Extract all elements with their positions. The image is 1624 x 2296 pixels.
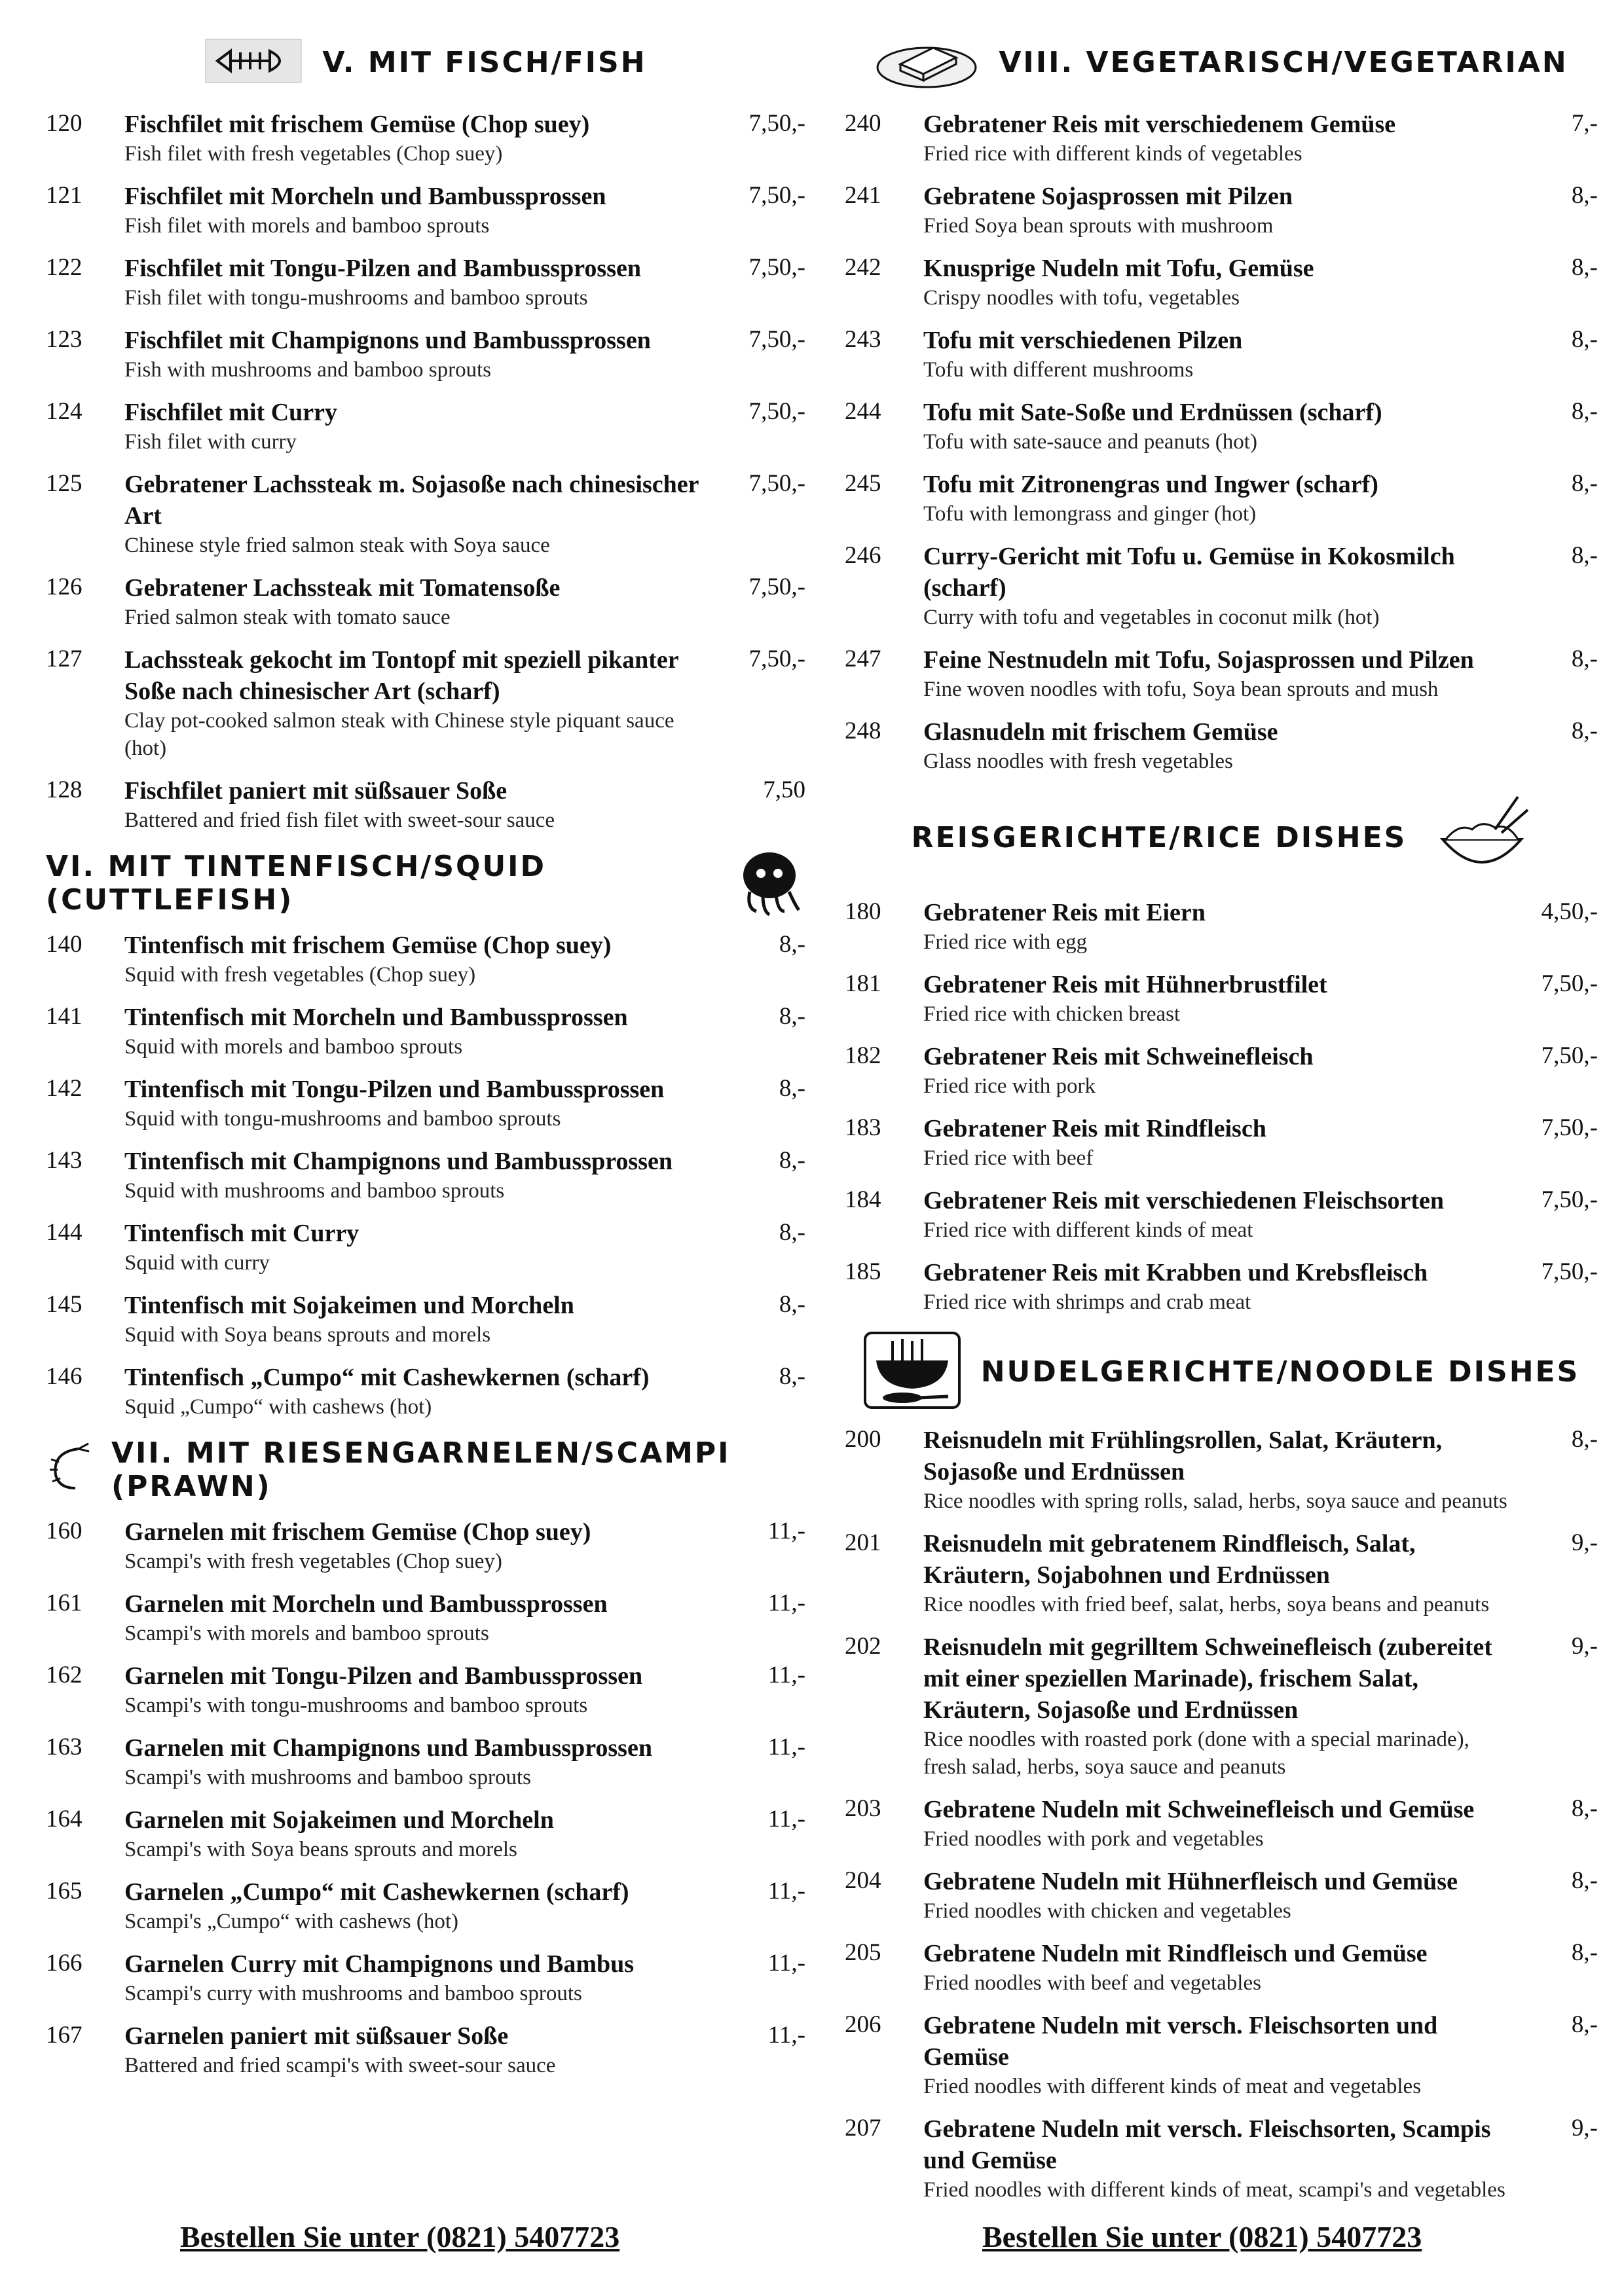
item-name-en: Scampi's „Cumpo“ with cashews (hot) [124,1910,459,1933]
menu-item [845,1257,1598,1316]
item-number: 204 [845,1867,881,1894]
item-name-de: Tintenfisch mit Sojakeimen und Morcheln [124,1292,574,1319]
item-name-en: Scampi's curry with mushrooms and bamboo sprouts [124,1982,582,2005]
menu-item [46,181,805,240]
item-name-de: Gebratene Nudeln mit versch. Fleischsorten und Gemüse [923,2012,1438,2071]
item-name-de: Gebratener Reis mit Schweinefleisch [923,1043,1314,1070]
item-price: 11,- [767,1734,805,1760]
item-price: 11,- [767,1878,805,1904]
section-noodles [845,1329,1598,2204]
menu-item [46,253,805,312]
item-price: 8,- [779,931,805,958]
menu-item [46,1948,805,2007]
fish-icon [204,38,303,87]
item-name-en: Fish filet with fresh vegetables (Chop suey) [124,142,503,166]
item-price: 7,50,- [1541,1258,1598,1285]
item-price: 7,50,- [748,326,805,353]
item-price: 8,- [1571,254,1598,281]
item-name-en: Fish filet with morels and bamboo sprouts [124,214,490,238]
menu-item [46,1362,805,1421]
item-price: 8,- [1571,1939,1598,1966]
item-price: 7,50,- [748,398,805,425]
item-number: 245 [845,470,881,497]
item-price: 7,50,- [1541,1042,1598,1069]
right-column [845,26,1598,2217]
item-name-de: Gebratener Reis mit Hühnerbrustfilet [923,971,1327,998]
item-name-en: Fried rice with pork [923,1074,1096,1098]
item-name-en: Fried noodles with pork and vegetables [923,1827,1264,1851]
menu-item [845,897,1598,956]
item-number: 240 [845,110,881,137]
item-number: 122 [46,254,83,281]
item-number: 125 [46,470,83,497]
item-number: 145 [46,1291,83,1318]
item-name-de: Garnelen mit Morcheln und Bambussprossen [124,1590,608,1618]
item-name-en: Fish filet with curry [124,430,297,454]
item-number: 142 [46,1075,83,1102]
item-price: 8,- [1571,326,1598,353]
item-name-de: Fischfilet mit Curry [124,399,338,426]
menu-item [845,1528,1598,1618]
item-name-de: Glasnudeln mit frischem Gemüse [923,718,1278,746]
item-number: 184 [845,1186,881,1213]
item-name-de: Gebratene Nudeln mit Hühnerfleisch und Gemüse [923,1868,1458,1895]
item-number: 182 [845,1042,881,1069]
item-name-en: Fish with mushrooms and bamboo sprouts [124,358,492,382]
item-name-en: Tofu with lemongrass and ginger (hot) [923,502,1257,526]
menu-item [845,1866,1598,1925]
menu-item [845,2113,1598,2204]
item-name-en: Rice noodles with roasted pork (done with a special marinade), fresh salad, herbs, soya sauce and peanuts [923,1728,1469,1779]
menu-item [46,109,805,168]
menu-item [845,1041,1598,1100]
item-name-de: Fischfilet mit Tongu-Pilzen and Bambussprossen [124,255,642,282]
item-price: 7,- [1571,110,1598,137]
item-price: 11,- [767,1662,805,1688]
menu-list [46,930,805,1421]
item-name-en: Squid with morels and bamboo sprouts [124,1035,463,1059]
item-name-de: Gebratener Reis mit Eiern [923,899,1206,926]
menu-item [46,1290,805,1349]
menu-item [845,1425,1598,1515]
item-name-en: Squid with fresh vegetables (Chop suey) [124,963,476,987]
item-name-en: Fried Soya bean sprouts with mushroom [923,214,1274,238]
item-price: 7,50,- [748,254,805,281]
order-phone-left: Bestellen Sie unter (0821) 5407723 [180,2220,620,2253]
item-name-en: Battered and fried fish filet with sweet-sour sauce [124,809,555,832]
item-price: 8,- [1571,398,1598,425]
item-name-en: Fried rice with shrimps and crab meat [923,1290,1251,1314]
item-name-en: Scampi's with mushrooms and bamboo sprouts [124,1766,532,1789]
item-price: 8,- [779,1363,805,1390]
left-column [46,26,805,2092]
item-name-de: Fischfilet mit Morcheln und Bambussprossen [124,183,606,210]
section-header [845,1329,1598,1414]
rice-bowl-icon [1433,793,1531,882]
item-number: 164 [46,1806,83,1832]
menu-item [845,716,1598,775]
section-title: NUDELGERICHTE/NOODLE DISHES [980,1355,1580,1389]
item-price: 7,50,- [1541,1186,1598,1213]
section-title: VIII. VEGETARISCH/VEGETARIAN [999,45,1568,79]
item-price: 8,- [1571,542,1598,569]
menu-item [46,1588,805,1647]
section-squid [46,847,805,1421]
item-name-de: Lachssteak gekocht im Tontopf mit speziell pikanter Soße nach chinesischer Art (scharf) [124,646,678,705]
section-header [845,26,1598,98]
item-name-en: Squid with tongu-mushrooms and bamboo sprouts [124,1107,561,1131]
item-name-en: Fried salmon steak with tomato sauce [124,606,451,629]
item-name-en: Scampi's with Soya beans sprouts and morels [124,1838,517,1861]
item-number: 203 [845,1795,881,1822]
menu-item [845,541,1598,631]
item-number: 205 [845,1939,881,1966]
item-price: 8,- [779,1147,805,1174]
item-name-de: Garnelen Curry mit Champignons und Bambus [124,1950,635,1978]
menu-item [46,1074,805,1133]
item-number: 183 [845,1114,881,1141]
item-price: 11,- [767,1518,805,1544]
item-name-de: Reisnudeln mit gebratenem Rindfleisch, Salat, Kräutern, Sojabohnen und Erdnüssen [923,1530,1416,1589]
item-name-de: Gebratener Reis mit Rindfleisch [923,1115,1266,1142]
menu-item [46,1660,805,1719]
menu-item [46,1516,805,1575]
item-name-de: Tintenfisch mit Curry [124,1220,360,1247]
item-price: 7,50,- [1541,970,1598,997]
item-number: 120 [46,110,83,137]
item-number: 127 [46,646,83,672]
item-number: 202 [845,1633,881,1660]
menu-item [46,469,805,559]
section-title: REISGERICHTE/RICE DISHES [911,820,1407,854]
item-name-de: Gebratener Reis mit Krabben und Krebsfleisch [923,1259,1428,1286]
item-name-en: Fried noodles with different kinds of meat, scampi's and vegetables [923,2178,1505,2202]
item-name-de: Knusprige Nudeln mit Tofu, Gemüse [923,255,1314,282]
item-price: 11,- [767,1950,805,1977]
item-price: 9,- [1571,2115,1598,2141]
squid-icon [733,846,805,921]
item-number: 248 [845,718,881,744]
menu-item [845,1113,1598,1172]
menu-list [845,897,1598,1316]
item-name-en: Squid with mushrooms and bamboo sprouts [124,1179,505,1203]
item-price: 7,50,- [748,646,805,672]
menu-item [46,572,805,631]
menu-item [845,469,1598,528]
item-name-de: Gebratener Lachssteak m. Sojasoße nach chinesischer Art [124,471,699,530]
item-price: 7,50,- [748,470,805,497]
item-name-en: Curry with tofu and vegetables in coconut milk (hot) [923,606,1380,629]
section-title: VII. MIT RIESENGARNELEN/SCAMPI (PRAWN) [111,1436,731,1503]
order-phone-right: Bestellen Sie unter (0821) 5407723 [982,2220,1422,2253]
item-name-de: Fischfilet mit frischem Gemüse (Chop suey) [124,111,590,138]
item-name-en: Fried rice with different kinds of meat [923,1218,1253,1242]
item-name-en: Fine woven noodles with tofu, Soya bean sprouts and mush [923,678,1439,701]
menu-item [845,1794,1598,1853]
menu-item [845,325,1598,384]
menu-item [46,644,805,762]
tofu-icon [874,31,979,94]
item-price: 8,- [1571,182,1598,209]
item-name-de: Garnelen mit Tongu-Pilzen and Bambussprossen [124,1662,643,1690]
item-name-de: Curry-Gericht mit Tofu u. Gemüse in Kokosmilch (scharf) [923,543,1455,602]
section-header [46,847,805,919]
item-price: 9,- [1571,1633,1598,1660]
item-price: 8,- [779,1219,805,1246]
item-name-de: Gebratener Reis mit verschiedenen Fleischsorten [923,1187,1445,1214]
item-name-en: Fried noodles with chicken and vegetables [923,1899,1291,1923]
menu-item [46,2020,805,2079]
item-price: 8,- [779,1075,805,1102]
item-number: 167 [46,2022,83,2049]
item-name-de: Garnelen mit Sojakeimen und Morcheln [124,1806,554,1834]
menu-item [845,969,1598,1028]
item-name-en: Fried noodles with different kinds of meat and vegetables [923,2075,1422,2098]
item-price: 8,- [779,1003,805,1030]
item-price: 11,- [767,2022,805,2049]
item-number: 140 [46,931,83,958]
section-vegetarian [845,26,1598,775]
item-number: 201 [845,1529,881,1556]
item-name-en: Fried rice with egg [923,930,1088,954]
item-name-de: Fischfilet paniert mit süßsauer Soße [124,777,507,805]
section-header [46,1434,805,1506]
item-number: 247 [845,646,881,672]
item-name-en: Scampi's with morels and bamboo sprouts [124,1622,489,1645]
item-name-de: Gebratener Reis mit verschiedenem Gemüse [923,111,1396,138]
section-header [845,788,1598,886]
item-price: 8,- [1571,1426,1598,1453]
menu-list [46,1516,805,2079]
item-price: 8,- [779,1291,805,1318]
item-name-en: Fish filet with tongu-mushrooms and bamboo sprouts [124,286,588,310]
item-name-de: Garnelen „Cumpo“ mit Cashewkernen (scharf) [124,1878,629,1906]
item-name-de: Gebratene Nudeln mit Rindfleisch und Gemüse [923,1940,1428,1967]
section-prawn [46,1434,805,2079]
item-number: 124 [46,398,83,425]
item-name-en: Fried rice with different kinds of vegetables [923,142,1302,166]
item-price: 8,- [1571,1867,1598,1894]
item-price: 8,- [1571,718,1598,744]
item-name-en: Fried rice with beef [923,1146,1094,1170]
item-name-de: Garnelen mit Champignons und Bambussprossen [124,1734,652,1762]
item-price: 8,- [1571,2011,1598,2038]
item-name-en: Scampi's with fresh vegetables (Chop suey) [124,1550,502,1573]
item-number: 180 [845,898,881,925]
item-number: 128 [46,776,83,803]
section-title: V. MIT FISCH/FISH [322,45,647,79]
item-name-de: Garnelen mit frischem Gemüse (Chop suey) [124,1518,591,1546]
item-price: 7,50,- [748,574,805,600]
section-fish [46,26,805,834]
menu-item [46,1876,805,1935]
item-price: 11,- [767,1806,805,1832]
item-price: 7,50,- [748,182,805,209]
item-number: 143 [46,1147,83,1174]
menu-item [46,1146,805,1205]
menu-item [46,1002,805,1061]
item-name-de: Fischfilet mit Champignons und Bambussprossen [124,327,651,354]
item-name-de: Tofu mit Sate-Soße und Erdnüssen (scharf) [923,399,1382,426]
item-name-de: Garnelen paniert mit süßsauer Soße [124,2022,509,2050]
prawn-icon [46,1442,92,1498]
menu-item [845,2010,1598,2100]
item-price: 8,- [1571,470,1598,497]
item-number: 162 [46,1662,83,1688]
item-name-de: Gebratene Sojasprossen mit Pilzen [923,183,1293,210]
item-number: 244 [845,398,881,425]
menu-item [845,181,1598,240]
item-price: 8,- [1571,1795,1598,1822]
menu-item [845,1938,1598,1997]
item-name-en: Squid with curry [124,1251,270,1275]
section-header [46,26,805,98]
menu-item [845,109,1598,168]
item-number: 181 [845,970,881,997]
menu-item [46,1804,805,1863]
item-price: 7,50,- [748,110,805,137]
item-name-en: Squid „Cumpo“ with cashews (hot) [124,1395,432,1419]
item-number: 160 [46,1518,83,1544]
item-name-en: Scampi's with tongu-mushrooms and bamboo sprouts [124,1694,588,1717]
menu-item [46,325,805,384]
item-number: 144 [46,1219,83,1246]
item-number: 242 [845,254,881,281]
item-name-en: Fried rice with chicken breast [923,1002,1181,1026]
item-price: 7,50,- [1541,1114,1598,1141]
item-price: 8,- [1571,646,1598,672]
menu-item [46,1218,805,1277]
item-number: 126 [46,574,83,600]
item-name-de: Tintenfisch mit frischem Gemüse (Chop suey) [124,932,612,959]
menu-item [845,253,1598,312]
item-number: 121 [46,182,83,209]
item-number: 166 [46,1950,83,1977]
item-name-de: Reisnudeln mit gegrilltem Schweinefleisch (zubereitet mit einer speziellen Marinade), frischem Salat, Kräutern, Sojasoße und Erdnüssen [923,1633,1492,1724]
item-name-en: Rice noodles with spring rolls, salad, herbs, soya sauce and peanuts [923,1489,1507,1513]
item-name-en: Squid with Soya beans sprouts and morels [124,1323,491,1347]
item-number: 146 [46,1363,83,1390]
section-title: VI. MIT TINTENFISCH/SQUID (CUTTLEFISH) [46,850,547,917]
item-name-de: Tintenfisch mit Champignons und Bambussprossen [124,1148,673,1175]
item-number: 206 [845,2011,881,2038]
item-number: 246 [845,542,881,569]
item-name-de: Tofu mit Zitronengras und Ingwer (scharf) [923,471,1378,498]
item-name-de: Gebratene Nudeln mit versch. Fleischsorten, Scampis und Gemüse [923,2115,1491,2174]
item-number: 165 [46,1878,83,1904]
item-price: 11,- [767,1590,805,1616]
menu-item [46,775,805,834]
item-name-de: Reisnudeln mit Frühlingsrollen, Salat, Kräutern, Sojasoße und Erdnüssen [923,1427,1443,1485]
menu-item [845,1631,1598,1781]
item-number: 123 [46,326,83,353]
section-rice [845,788,1598,1316]
item-name-en: Crispy noodles with tofu, vegetables [923,286,1240,310]
item-number: 207 [845,2115,881,2141]
menu-item [845,644,1598,703]
item-name-de: Gebratener Lachssteak mit Tomatensoße [124,574,561,602]
item-number: 161 [46,1590,83,1616]
item-number: 163 [46,1734,83,1760]
item-name-en: Tofu with different mushrooms [923,358,1194,382]
noodle-bowl-icon [863,1331,961,1413]
item-name-de: Tofu mit verschiedenen Pilzen [923,327,1243,354]
item-name-de: Tintenfisch mit Tongu-Pilzen und Bambussprossen [124,1076,665,1103]
menu-item [46,930,805,989]
item-name-en: Tofu with sate-sauce and peanuts (hot) [923,430,1257,454]
item-name-de: Feine Nestnudeln mit Tofu, Sojasprossen und Pilzen [923,646,1474,674]
item-price: 4,50,- [1541,898,1598,925]
menu-list [46,109,805,834]
item-name-en: Clay pot-cooked salmon steak with Chinese style piquant sauce (hot) [124,709,674,760]
item-name-en: Battered and fried scampi's with sweet-sour sauce [124,2054,556,2077]
item-number: 185 [845,1258,881,1285]
item-name-de: Tintenfisch „Cumpo“ mit Cashewkernen (scharf) [124,1364,650,1391]
menu-item [46,397,805,456]
item-price: 7,50 [763,776,805,803]
item-number: 141 [46,1003,83,1030]
menu-item [845,397,1598,456]
item-price: 9,- [1571,1529,1598,1556]
item-name-en: Fried noodles with beef and vegetables [923,1971,1261,1995]
item-name-de: Gebratene Nudeln mit Schweinefleisch und Gemüse [923,1796,1475,1823]
item-number: 241 [845,182,881,209]
item-name-en: Glass noodles with fresh vegetables [923,750,1233,773]
item-number: 243 [845,326,881,353]
item-name-en: Rice noodles with fried beef, salat, herbs, soya beans and peanuts [923,1593,1490,1616]
item-name-de: Tintenfisch mit Morcheln und Bambussprossen [124,1004,628,1031]
menu-item [845,1185,1598,1244]
menu-list [845,109,1598,775]
menu-item [46,1732,805,1791]
item-number: 200 [845,1426,881,1453]
menu-list [845,1425,1598,2204]
item-name-en: Chinese style fried salmon steak with Soya sauce [124,534,550,557]
